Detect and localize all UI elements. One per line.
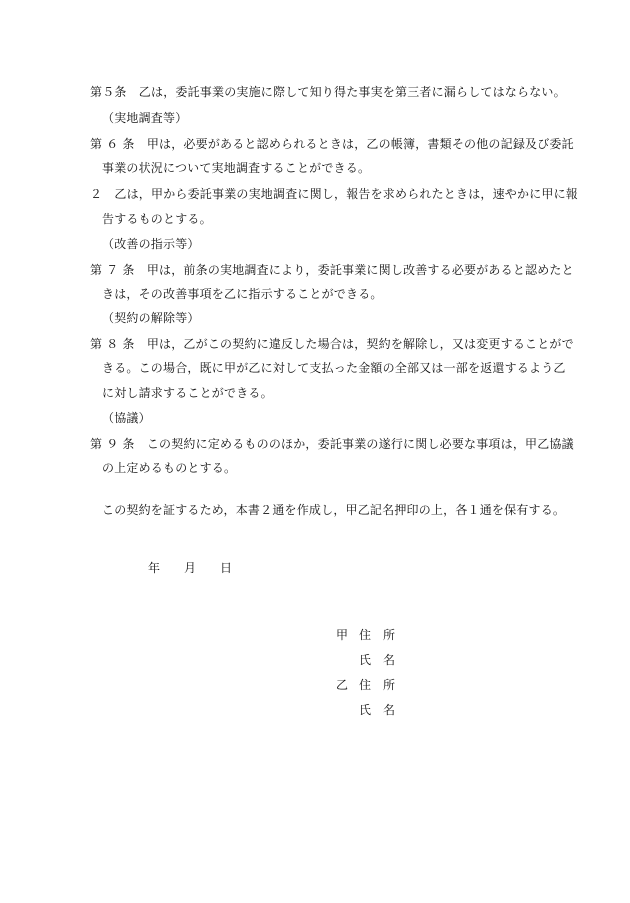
party-b-mark: 乙 [336, 678, 349, 692]
heading-improvement: （改善の指示等） [102, 237, 200, 251]
article-5-text: 第５条 乙は，委託事業の実施に際して知り得た事実を第三者に漏らしてはならない。 [90, 85, 566, 99]
date-year: 年 [148, 561, 161, 575]
article-9-line-1: 第 ９ 条 この契約に定めるもののほか，委託事業の遂行に関し必要な事項は，甲乙協議 [90, 437, 574, 451]
party-a-address-label: 住 所 [359, 628, 396, 642]
heading-termination: （契約の解除等） [102, 311, 200, 325]
party-b-name-label: 氏 名 [359, 703, 396, 717]
article-6-paragraph-2-line-2: 告するものとする。 [102, 212, 212, 226]
article-7-line-2: きは，その改善事項を乙に指示することができる。 [102, 287, 383, 301]
article-8-line-2: きる。この場合，既に甲が乙に対して支払った金額の全部又は一部を返還するよう乙 [102, 361, 566, 375]
heading-inspection: （実地調査等） [102, 111, 188, 125]
article-6-paragraph-2-line-1: ２ 乙は，甲から委託事業の実地調査に関し，報告を求められたときは，速やかに甲に報 [90, 187, 579, 201]
article-8-line-3: に対し請求することができる。 [102, 386, 273, 400]
article-6-line-1: 第 ６ 条 甲は，必要があると認められるときは，乙の帳簿，書類その他の記録及び委託 [90, 137, 574, 151]
article-9-line-2: の上定めるものとする。 [102, 461, 237, 475]
date-day: 日 [220, 561, 233, 575]
heading-consultation: （協議） [102, 411, 151, 425]
party-b-address-label: 住 所 [359, 678, 396, 692]
article-6-line-2: 事業の状況について実地調査することができる。 [102, 161, 371, 175]
party-a-name-label: 氏 名 [359, 653, 396, 667]
date-month: 月 [184, 561, 197, 575]
article-8-line-1: 第 ８ 条 甲は，乙がこの契約に違反した場合は，契約を解除し，又は変更することがで [90, 337, 574, 351]
article-7-line-1: 第 ７ 条 甲は，前条の実地調査により，委託事業に関し改善する必要があると認めたと [90, 263, 574, 277]
closing-statement: この契約を証するため，本書２通を作成し，甲乙記名押印の上，各１通を保有する。 [102, 503, 566, 517]
party-a-mark: 甲 [336, 628, 349, 642]
